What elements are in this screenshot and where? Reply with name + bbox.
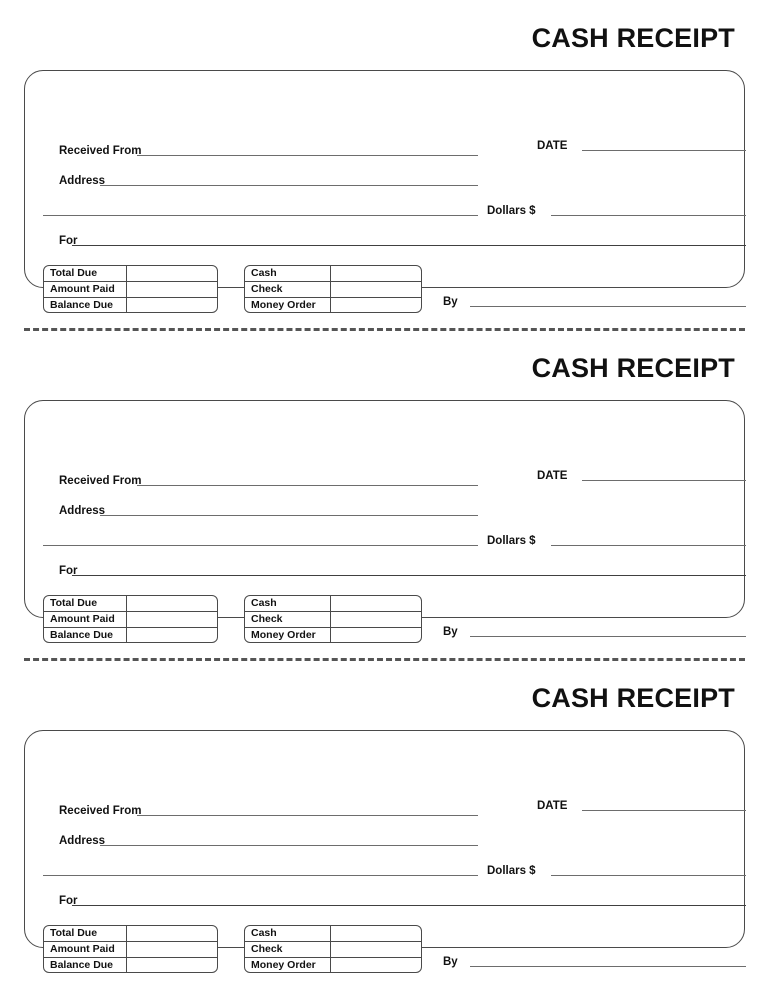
amount-paid-input[interactable] [127,282,217,297]
cash-input[interactable] [331,596,421,611]
receipt-card [24,400,745,618]
money-order-input[interactable] [331,628,421,643]
check-label: Check [245,942,331,957]
received-from-input[interactable] [137,815,478,816]
amounts-table [43,595,218,643]
table-row [44,266,217,282]
amounts-table [43,925,218,973]
balance-due-input[interactable] [127,628,217,643]
table-row [44,596,217,612]
tear-line-separator [24,328,745,331]
address-input[interactable] [100,185,478,186]
table-row [44,628,217,643]
table-row [245,282,421,298]
receipt-card [24,730,745,948]
check-label: Check [245,282,331,297]
table-row [245,942,421,958]
cash-input[interactable] [331,266,421,281]
for-label: For [59,895,78,907]
page-title: CASH RECEIPT [531,353,735,383]
cash-label: Cash [245,926,331,941]
cash-input[interactable] [331,926,421,941]
dollars-label: Dollars $ [487,535,536,547]
tear-line-separator [24,658,745,661]
date-input[interactable] [582,810,746,811]
dollars-input[interactable] [551,545,746,546]
payments-table [244,925,422,973]
address-label: Address [59,175,106,187]
total-due-label: Total Due [44,596,127,611]
received-from-label: Received From [59,805,142,817]
total-due-input[interactable] [127,596,217,611]
by-signature-input[interactable] [470,966,746,967]
table-row [44,282,217,298]
table-row [44,958,217,973]
received-from-label: Received From [59,145,142,157]
money-order-label: Money Order [245,628,331,643]
page-title: CASH RECEIPT [531,23,735,53]
total-due-label: Total Due [44,926,127,941]
dollars-input[interactable] [551,215,746,216]
date-input[interactable] [582,150,746,151]
total-due-input[interactable] [127,266,217,281]
money-order-label: Money Order [245,958,331,973]
table-row [44,612,217,628]
balance-due-label: Balance Due [44,628,127,643]
for-label: For [59,565,78,577]
by-signature-input[interactable] [470,636,746,637]
address-line2-input[interactable] [43,875,478,876]
table-row [245,926,421,942]
for-input[interactable] [72,905,746,906]
amounts-table [43,265,218,313]
receipt-card [24,70,745,288]
balance-due-label: Balance Due [44,958,127,973]
for-label: For [59,235,78,247]
table-row [245,628,421,643]
money-order-input[interactable] [331,958,421,973]
by-signature-input[interactable] [470,306,746,307]
date-label: DATE [537,470,568,482]
check-label: Check [245,612,331,627]
table-row [245,958,421,973]
amount-paid-label: Amount Paid [44,282,127,297]
money-order-label: Money Order [245,298,331,313]
cash-label: Cash [245,596,331,611]
amount-paid-label: Amount Paid [44,942,127,957]
check-input[interactable] [331,282,421,297]
table-row [44,942,217,958]
date-label: DATE [537,800,568,812]
check-input[interactable] [331,942,421,957]
balance-due-input[interactable] [127,298,217,313]
date-label: DATE [537,140,568,152]
address-label: Address [59,835,106,847]
address-input[interactable] [100,845,478,846]
for-input[interactable] [72,245,746,246]
for-input[interactable] [72,575,746,576]
dollars-label: Dollars $ [487,205,536,217]
amount-paid-label: Amount Paid [44,612,127,627]
address-label: Address [59,505,106,517]
check-input[interactable] [331,612,421,627]
received-from-input[interactable] [137,155,478,156]
amount-paid-input[interactable] [127,942,217,957]
balance-due-input[interactable] [127,958,217,973]
received-from-input[interactable] [137,485,478,486]
address-line2-input[interactable] [43,545,478,546]
table-row [245,266,421,282]
dollars-input[interactable] [551,875,746,876]
address-line2-input[interactable] [43,215,478,216]
money-order-input[interactable] [331,298,421,313]
table-row [245,298,421,313]
amount-paid-input[interactable] [127,612,217,627]
address-input[interactable] [100,515,478,516]
balance-due-label: Balance Due [44,298,127,313]
page-title: CASH RECEIPT [531,683,735,713]
payments-table [244,265,422,313]
received-from-label: Received From [59,475,142,487]
by-label: By [443,626,458,638]
date-input[interactable] [582,480,746,481]
table-row [245,596,421,612]
by-label: By [443,296,458,308]
payments-table [244,595,422,643]
by-label: By [443,956,458,968]
cash-label: Cash [245,266,331,281]
table-row [44,298,217,313]
total-due-input[interactable] [127,926,217,941]
total-due-label: Total Due [44,266,127,281]
table-row [245,612,421,628]
dollars-label: Dollars $ [487,865,536,877]
table-row [44,926,217,942]
